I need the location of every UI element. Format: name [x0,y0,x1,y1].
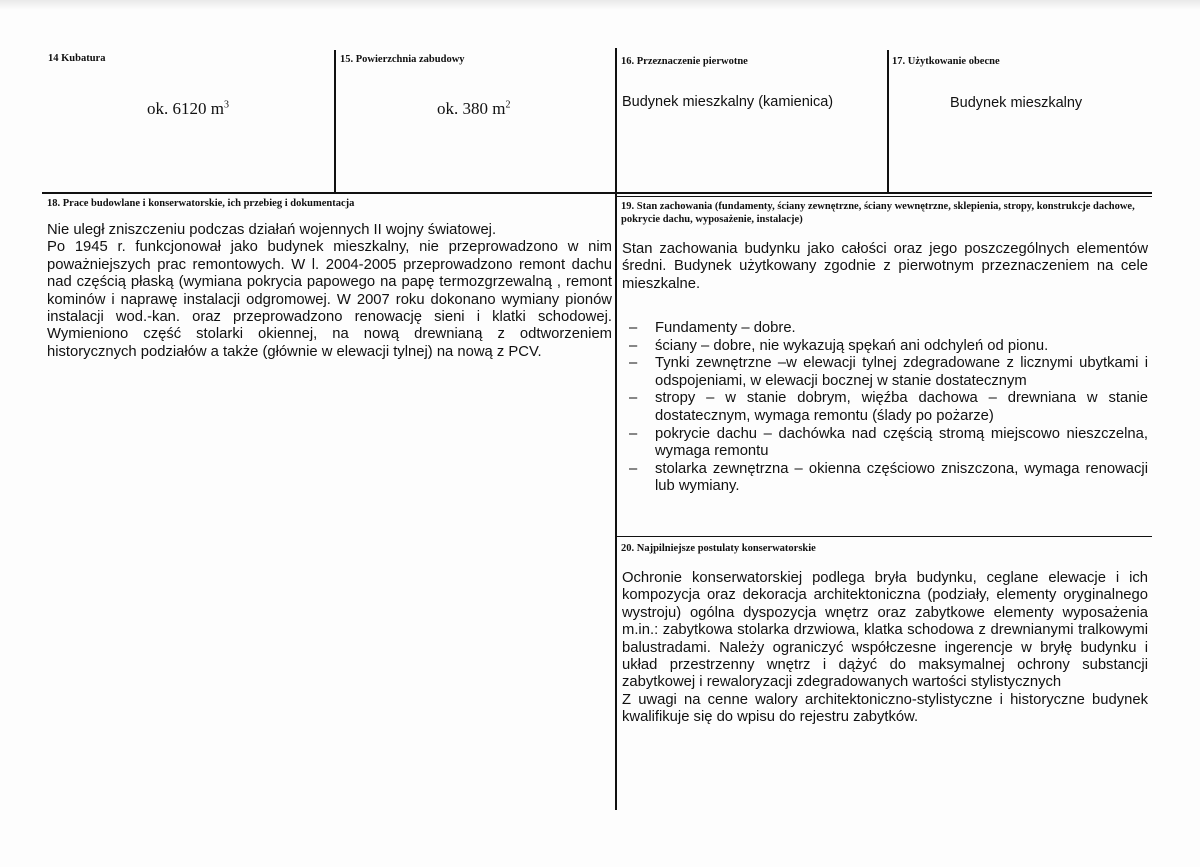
list-item [622,390,1148,425]
field-18-text [47,222,612,361]
field-18-label: 18. Prace budowlane i konserwatorskie, ich przebieg i dokumentacja [47,198,355,209]
field-17-value: Budynek mieszkalny [950,95,1083,111]
divider-v-1 [334,50,336,192]
dash-bullet: – [629,337,638,354]
field-14-label: 14 Kubatura [48,53,106,64]
list-item-text: Tynki zewnętrzne –w elewacji tylnej zdegradowane z licznymi ubytkami i odspojeniami, w elewacji bocznej w stanie dostatecznym [655,355,1148,389]
list-item [622,461,1148,496]
divider-h-section19 [617,196,1152,197]
list-item-text: ściany – dobre, nie wykazują spękań ani odchyleń od pionu. [655,337,1049,354]
divider-h-section20 [617,536,1152,537]
dash-bullet: – [629,355,638,372]
dash-bullet: – [629,460,638,477]
field-20-label: 20. Najpilniejsze postulaty konserwatorskie [621,543,816,554]
dash-bullet: – [629,390,638,407]
field-20-paragraph-1: Ochronie konserwatorskiej podlega bryła budynku, ceglane elewacje i ich kompozycja oraz dekoracja architektoniczna (podziały, elementy oryginalnego wystroju) ogólna dyspozycja wnętrz oraz zabytkowe elementy wyposażenia m.in.: zabytkowa stolarka drzwiowa, klatka schodowa z drewnianymi tralkowymi balustradami. Należy ograniczyć współczesne ingerencje w bryłę budynku i układ przestrzenny wnętrz i dążyć do maksymalnej ochrony substancji zabytkowej i rewaloryzacji zdegradowanych wartości stylistycznych [622,570,1148,691]
list-item-text: pokrycie dachu – dachówka nad częścią stromą miejscowo nieszczelna, wymaga remontu [655,425,1148,460]
field-14-value-text: ok. 6120 m [147,99,224,118]
scan-edge-shadow [0,0,1200,10]
dash-bullet: – [629,320,638,336]
divider-v-2 [615,48,617,810]
field-15-label: 15. Powierzchnia zabudowy [340,54,465,65]
dash-bullet: – [629,425,638,442]
divider-h-row1 [42,192,1152,194]
field-19-intro: Stan zachowania budynku jako całości oraz jego poszczególnych elementów średni. Budynek użytkowany zgodnie z pierwotnym przeznaczeniem na cele mieszkalne. [622,241,1148,292]
field-14-value [147,99,229,119]
list-item [622,320,1148,338]
field-14-unit-exponent: 3 [223,99,229,111]
list-item-text: stropy – w stanie dobrym, więźba dachowa – drewniana w stanie dostatecznym, wymaga remontu (ślady po pożarze) [655,390,1148,424]
list-item [622,355,1148,390]
field-15-value [437,99,510,119]
field-19-label: 19. Stan zachowania (fundamenty, ściany zewnętrzne, ściany wewnętrzne, sklepienia, stropy, konstrukcje dachowe, pokrycie dachu, wyposażenie, instalacje) [621,201,1135,225]
field-19-condition-list [622,320,1148,496]
divider-v-3 [887,50,889,192]
field-20-text [622,570,1148,727]
field-16-label: 16. Przeznaczenie pierwotne [621,56,748,67]
field-15-value-text: ok. 380 m [437,99,506,118]
list-item [622,338,1148,356]
field-20-paragraph-2: Z uwagi na cenne walory architektoniczno-stylistyczne i historyczne budynek kwalifikuje się do wpisu do rejestru zabytków. [622,691,1148,726]
list-item [622,426,1148,461]
field-15-unit-exponent: 2 [505,99,511,111]
list-item-text: Fundamenty – dobre. [655,320,796,336]
field-18-paragraph-1: Nie uległ zniszczeniu podczas działań wojennych II wojny światowej. [47,222,497,238]
field-16-value: Budynek mieszkalny (kamienica) [622,94,834,110]
field-17-label: 17. Użytkowanie obecne [892,56,1000,67]
field-18-paragraph-2: Po 1945 r. funkcjonował jako budynek mieszkalny, nie przeprowadzono w nim poważniejszych prac remontowych. W l. 2004-2005 przeprowadzono remont dachu nad częścią płaską (wymiana pokrycia papowego na papę termozgrzewalną , remont kominów i naprawę instalacji odgromowej. W 2007 roku dokonano wymiany pionów instalacji wod.-kan. oraz przeprowadzono renowację sieni i klatki schodowej. Wymieniono część stolarki okiennej, na nową drewnianą z odtworzeniem historycznych podziałów a także (głównie w elewacji tylnej) na nową z PCV. [47,239,612,360]
list-item-text: stolarka zewnętrzna – okienna częściowo zniszczona, wymaga renowacji lub wymiany. [655,460,1148,495]
